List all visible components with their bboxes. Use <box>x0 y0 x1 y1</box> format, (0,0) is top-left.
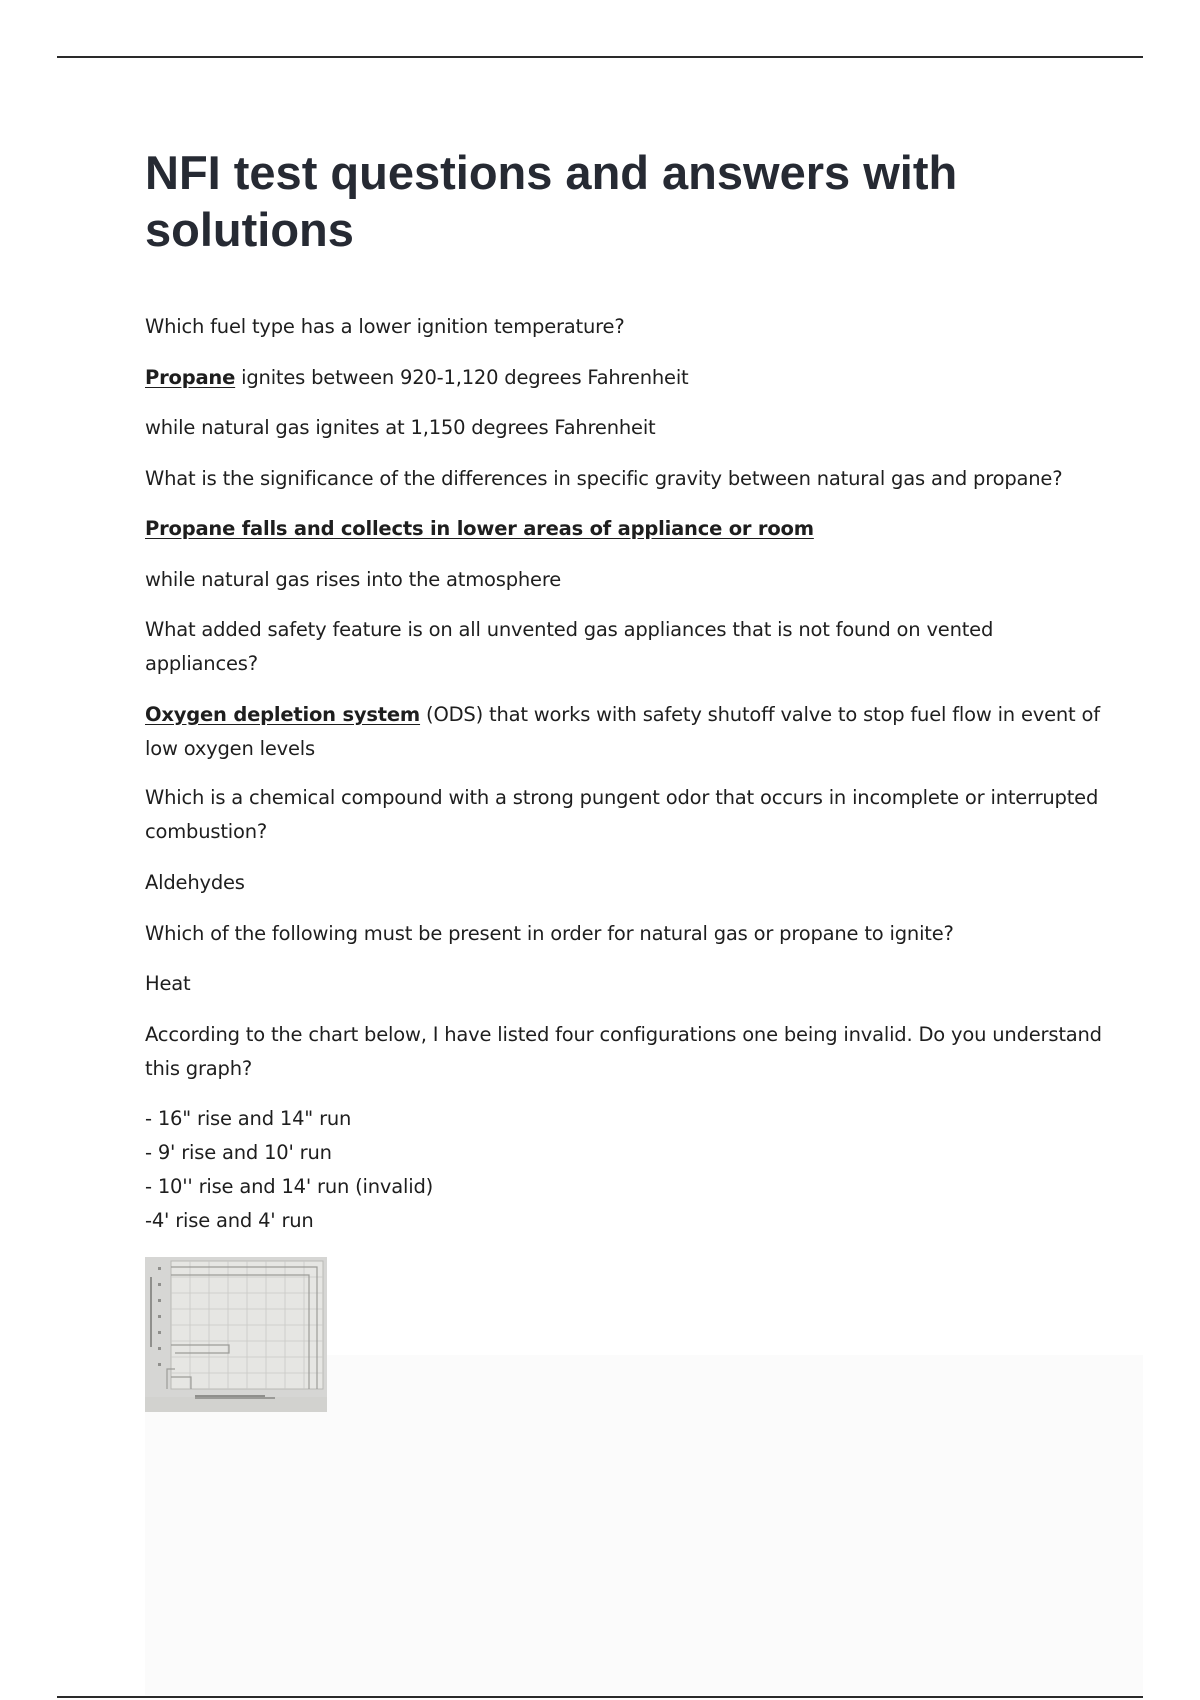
document-title: NFI test questions and answers with solutions <box>145 146 958 256</box>
question-6: According to the chart below, I have listed four configurations one being invalid. Do you understand this graph? <box>145 1023 1102 1080</box>
header-rule <box>57 56 1143 58</box>
question-2: What is the significance of the differences in specific gravity between natural gas and propane? <box>145 467 1063 490</box>
configuration-1: - 16" rise and 14" run <box>145 1107 352 1130</box>
answer-1 <box>145 361 1105 395</box>
answer-1-continued: while natural gas ignites at 1,150 degrees Fahrenheit <box>145 416 656 439</box>
configuration-4: -4' rise and 4' run <box>145 1209 314 1232</box>
answer-1-text: ignites between 920-1,120 degrees Fahrenheit <box>235 366 689 389</box>
question-1: Which fuel type has a lower ignition temperature? <box>145 315 625 338</box>
vent-rise-run-chart-image <box>145 1257 327 1412</box>
configuration-2: - 9' rise and 10' run <box>145 1141 332 1164</box>
answer-3 <box>145 698 1105 766</box>
question-4: Which is a chemical compound with a strong pungent odor that occurs in incomplete or interrupted combustion? <box>145 786 1099 843</box>
answer-2 <box>145 512 1105 546</box>
answer-5: Heat <box>145 972 191 995</box>
answer-1-highlight: Propane <box>145 366 236 389</box>
answer-3-text: (ODS) that works with safety shutoff valve to stop fuel flow in event of low oxygen levels <box>145 703 1100 760</box>
answer-3-highlight: Oxygen depletion system <box>145 703 421 726</box>
footer-rule <box>57 1696 1143 1698</box>
question-5: Which of the following must be present in order for natural gas or propane to ignite? <box>145 922 954 945</box>
question-3: What added safety feature is on all unvented gas appliances that is not found on vented appliances? <box>145 618 994 675</box>
configuration-3: - 10'' rise and 14' run (invalid) <box>145 1175 434 1198</box>
answer-2-continued: while natural gas rises into the atmosphere <box>145 568 562 591</box>
answer-4: Aldehydes <box>145 871 245 894</box>
answer-2-highlight: Propane falls and collects in lower areas of appliance or room <box>145 517 814 540</box>
